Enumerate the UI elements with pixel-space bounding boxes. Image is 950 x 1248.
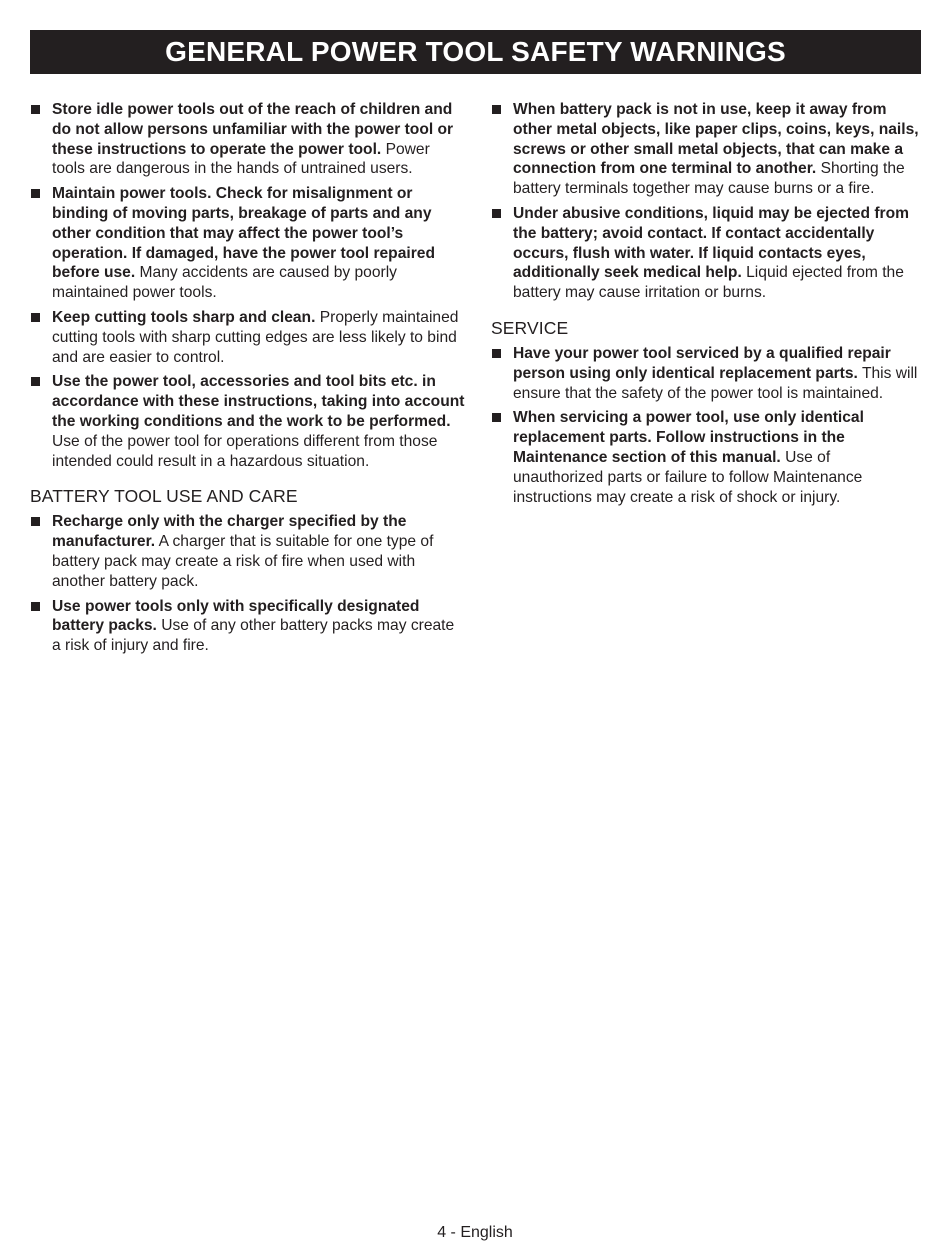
warning-bold-text: Keep cutting tools sharp and clean. (52, 308, 316, 326)
square-bullet-icon (31, 189, 40, 198)
list-item (491, 344, 921, 403)
warning-text: This will ensure that the safety of the power tool is maintained. (513, 364, 918, 402)
square-bullet-icon (31, 105, 40, 114)
left-column (30, 100, 466, 661)
list-item (30, 100, 466, 179)
square-bullet-icon (492, 105, 501, 114)
page-number: 4 - English (437, 1224, 513, 1241)
list-item (30, 308, 466, 367)
warning-bold-text: Use the power tool, accessories and tool bits etc. in accordance with these instructions, taking into account the working conditions and the work to be performed. (52, 373, 465, 430)
warning-bold-text: Use power tools only with specifically designated battery packs. (52, 597, 420, 635)
warning-bold-text: When servicing a power tool, use only identical replacement parts. Follow instructions in the Maintenance section of this manual. (513, 409, 864, 466)
square-bullet-icon (492, 209, 501, 218)
section-heading-service: SERVICE (491, 317, 569, 338)
list-item (30, 184, 466, 303)
warning-text: Liquid ejected from the battery may cause irritation or burns. (513, 264, 904, 302)
square-bullet-icon (492, 413, 501, 422)
warning-bold-text: Under abusive conditions, liquid may be ejected from the battery; avoid contact. If contact accidentally occurs, flush with water. If liquid contacts eyes, additionally seek medical help. (513, 204, 909, 282)
square-bullet-icon (31, 313, 40, 322)
list-item (30, 372, 466, 471)
right-column (491, 100, 921, 512)
warning-bold-text: Have your power tool serviced by a qualified repair person using only identical replacement parts. (513, 344, 891, 382)
list-item (491, 100, 921, 199)
square-bullet-icon (31, 377, 40, 386)
square-bullet-icon (31, 602, 40, 611)
section-heading-battery: BATTERY TOOL USE AND CARE (30, 486, 298, 507)
warning-text: Use of unauthorized parts or failure to follow Maintenance instructions may create a risk of shock or injury. (513, 448, 863, 506)
list-item (30, 597, 466, 656)
list-item (491, 204, 921, 303)
warning-text: Many accidents are caused by poorly maintained power tools. (52, 264, 397, 302)
warning-text: Power tools are dangerous in the hands of untrained users. (52, 140, 430, 178)
warning-bold-text: Maintain power tools. Check for misalignment or binding of moving parts, breakage of parts and any other condition that may affect the power tool’s operation. If damaged, have the power tool repaired before use. (52, 185, 435, 282)
list-item (30, 512, 466, 591)
warning-bold-text: Recharge only with the charger specified by the manufacturer. (52, 513, 407, 551)
list-item (491, 408, 921, 507)
title-banner (30, 30, 921, 74)
warning-text: Use of any other battery packs may create a risk of injury and fire. (52, 617, 455, 655)
square-bullet-icon (492, 349, 501, 358)
page-title: GENERAL POWER TOOL SAFETY WARNINGS (165, 36, 786, 67)
warning-bold-text: Store idle power tools out of the reach of children and do not allow persons unfamiliar with the power tool or these instructions to operate the power tool. (52, 101, 454, 158)
warning-text: Shorting the battery terminals together may cause burns or a fire. (513, 160, 905, 198)
warning-text: Use of the power tool for operations different from those intended could result in a hazardous situation. (52, 432, 438, 470)
square-bullet-icon (31, 517, 40, 526)
warning-bold-text: When battery pack is not in use, keep it away from other metal objects, like paper clips, coins, keys, nails, screws or other small metal objects, that can make a connection from one terminal to another. (513, 101, 919, 178)
warning-text: A charger that is suitable for one type of battery pack may create a risk of fire when used with another battery pack. (52, 533, 434, 590)
warning-text: Properly maintained cutting tools with sharp cutting edges are less likely to bind and are easier to control. (52, 308, 459, 366)
